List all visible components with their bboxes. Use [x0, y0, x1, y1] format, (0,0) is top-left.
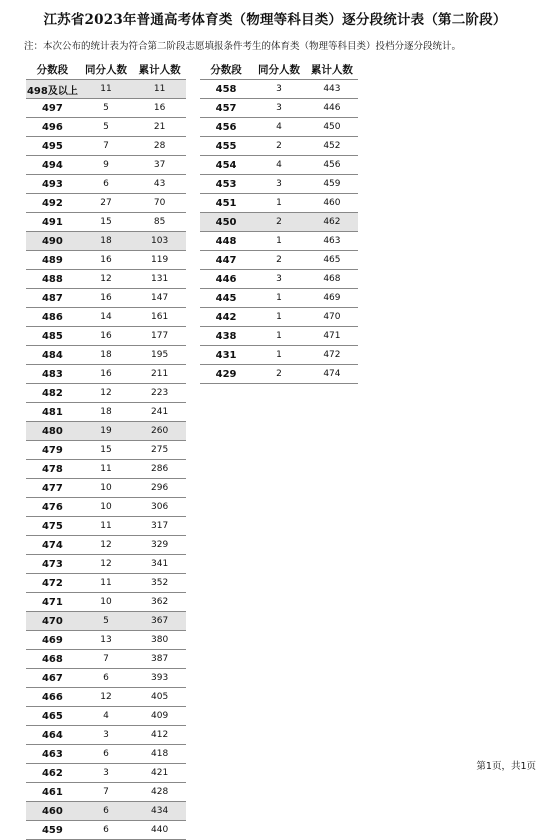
header-score-band: 分数段 — [200, 60, 252, 80]
table-row — [26, 764, 186, 783]
score-cell: 454 — [200, 156, 252, 175]
count-cell: 16 — [79, 289, 133, 308]
count-cell: 5 — [79, 99, 133, 118]
table-row — [200, 308, 358, 327]
cumulative-cell: 443 — [306, 80, 358, 99]
table-row — [26, 669, 186, 688]
cumulative-cell: 317 — [133, 517, 186, 536]
table-row — [26, 612, 186, 631]
count-cell: 2 — [252, 213, 306, 232]
count-cell: 27 — [79, 194, 133, 213]
count-cell: 1 — [252, 289, 306, 308]
header-same-score-count: 同分人数 — [79, 60, 133, 80]
cumulative-cell: 177 — [133, 327, 186, 346]
score-cell: 464 — [26, 726, 79, 745]
score-cell: 462 — [26, 764, 79, 783]
table-header-row — [26, 60, 186, 80]
cumulative-cell: 147 — [133, 289, 186, 308]
count-cell: 16 — [79, 365, 133, 384]
cumulative-cell: 380 — [133, 631, 186, 650]
cumulative-cell: 471 — [306, 327, 358, 346]
cumulative-cell: 456 — [306, 156, 358, 175]
score-cell: 458 — [200, 80, 252, 99]
count-cell: 3 — [252, 270, 306, 289]
count-cell: 7 — [79, 137, 133, 156]
score-cell: 450 — [200, 213, 252, 232]
score-cell: 494 — [26, 156, 79, 175]
count-cell: 10 — [79, 593, 133, 612]
score-cell: 469 — [26, 631, 79, 650]
table-row — [200, 99, 358, 118]
cumulative-cell: 341 — [133, 555, 186, 574]
score-cell: 442 — [200, 308, 252, 327]
score-cell: 476 — [26, 498, 79, 517]
score-cell: 429 — [200, 365, 252, 384]
score-cell: 481 — [26, 403, 79, 422]
table-row — [26, 555, 186, 574]
count-cell: 3 — [252, 175, 306, 194]
count-cell: 4 — [252, 156, 306, 175]
table-row — [26, 346, 186, 365]
score-cell: 489 — [26, 251, 79, 270]
count-cell: 2 — [252, 251, 306, 270]
table-row — [26, 384, 186, 403]
cumulative-cell: 211 — [133, 365, 186, 384]
cumulative-cell: 393 — [133, 669, 186, 688]
table-row — [26, 479, 186, 498]
table-row — [26, 175, 186, 194]
table-row — [26, 593, 186, 612]
count-cell: 16 — [79, 327, 133, 346]
count-cell: 9 — [79, 156, 133, 175]
note-text: 注：本次公布的统计表为符合第二阶段志愿填报条件考生的体育类（物理等科目类）投档分逐分段统计。 — [24, 41, 462, 52]
table-row — [200, 232, 358, 251]
score-cell: 496 — [26, 118, 79, 137]
count-cell: 13 — [79, 631, 133, 650]
table-row — [26, 650, 186, 669]
table-row — [26, 194, 186, 213]
count-cell: 2 — [252, 137, 306, 156]
table-row — [26, 213, 186, 232]
cumulative-cell: 21 — [133, 118, 186, 137]
cumulative-cell: 16 — [133, 99, 186, 118]
score-cell: 480 — [26, 422, 79, 441]
cumulative-cell: 469 — [306, 289, 358, 308]
score-cell: 431 — [200, 346, 252, 365]
score-cell: 448 — [200, 232, 252, 251]
count-cell: 18 — [79, 346, 133, 365]
cumulative-cell: 11 — [133, 80, 186, 99]
count-cell: 5 — [79, 612, 133, 631]
score-cell: 484 — [26, 346, 79, 365]
table-row — [26, 327, 186, 346]
count-cell: 15 — [79, 441, 133, 460]
table-row — [200, 137, 358, 156]
count-cell: 7 — [79, 650, 133, 669]
score-cell: 483 — [26, 365, 79, 384]
score-cell: 446 — [200, 270, 252, 289]
count-cell: 18 — [79, 232, 133, 251]
score-cell: 495 — [26, 137, 79, 156]
table-row — [26, 422, 186, 441]
count-cell: 11 — [79, 574, 133, 593]
cumulative-cell: 387 — [133, 650, 186, 669]
count-cell: 3 — [79, 764, 133, 783]
cumulative-cell: 195 — [133, 346, 186, 365]
cumulative-cell: 161 — [133, 308, 186, 327]
count-cell: 3 — [252, 80, 306, 99]
score-cell: 473 — [26, 555, 79, 574]
score-cell: 475 — [26, 517, 79, 536]
count-cell: 6 — [79, 669, 133, 688]
count-cell: 12 — [79, 270, 133, 289]
table-row — [26, 403, 186, 422]
table-row — [26, 631, 186, 650]
count-cell: 12 — [79, 536, 133, 555]
table-row — [26, 137, 186, 156]
count-cell: 18 — [79, 403, 133, 422]
count-cell: 4 — [252, 118, 306, 137]
cumulative-cell: 367 — [133, 612, 186, 631]
table-row — [26, 232, 186, 251]
table-row — [26, 308, 186, 327]
cumulative-cell: 275 — [133, 441, 186, 460]
table-row — [26, 270, 186, 289]
count-cell: 2 — [252, 365, 306, 384]
score-cell: 487 — [26, 289, 79, 308]
count-cell: 6 — [79, 745, 133, 764]
count-cell: 12 — [79, 688, 133, 707]
table-row — [26, 688, 186, 707]
score-cell: 486 — [26, 308, 79, 327]
cumulative-cell: 459 — [306, 175, 358, 194]
score-cell: 471 — [26, 593, 79, 612]
cumulative-cell: 463 — [306, 232, 358, 251]
cumulative-cell: 440 — [133, 821, 186, 840]
cumulative-cell: 462 — [306, 213, 358, 232]
cumulative-cell: 465 — [306, 251, 358, 270]
count-cell: 12 — [79, 555, 133, 574]
table-row — [200, 251, 358, 270]
table-row — [200, 289, 358, 308]
cumulative-cell: 37 — [133, 156, 186, 175]
score-cell: 467 — [26, 669, 79, 688]
cumulative-cell: 286 — [133, 460, 186, 479]
cumulative-cell: 472 — [306, 346, 358, 365]
count-cell: 12 — [79, 384, 133, 403]
count-cell: 6 — [79, 175, 133, 194]
score-cell: 498及以上 — [26, 80, 79, 99]
table-row — [26, 821, 186, 840]
table-row — [26, 802, 186, 821]
cumulative-cell: 470 — [306, 308, 358, 327]
cumulative-cell: 405 — [133, 688, 186, 707]
score-cell: 456 — [200, 118, 252, 137]
cumulative-cell: 103 — [133, 232, 186, 251]
count-cell: 1 — [252, 327, 306, 346]
score-cell: 453 — [200, 175, 252, 194]
header-score-band: 分数段 — [26, 60, 79, 80]
table-row — [26, 460, 186, 479]
score-cell: 470 — [26, 612, 79, 631]
table-row — [200, 346, 358, 365]
cumulative-cell: 241 — [133, 403, 186, 422]
count-cell: 15 — [79, 213, 133, 232]
score-cell: 488 — [26, 270, 79, 289]
table-row — [26, 99, 186, 118]
score-cell: 491 — [26, 213, 79, 232]
count-cell: 16 — [79, 251, 133, 270]
cumulative-cell: 362 — [133, 593, 186, 612]
count-cell: 1 — [252, 346, 306, 365]
count-cell: 3 — [79, 726, 133, 745]
cumulative-cell: 329 — [133, 536, 186, 555]
cumulative-cell: 70 — [133, 194, 186, 213]
score-cell: 455 — [200, 137, 252, 156]
score-cell: 466 — [26, 688, 79, 707]
score-cell: 478 — [26, 460, 79, 479]
table-row — [26, 574, 186, 593]
score-cell: 457 — [200, 99, 252, 118]
score-cell: 438 — [200, 327, 252, 346]
table-row — [26, 707, 186, 726]
score-cell: 492 — [26, 194, 79, 213]
page-title: 江苏省2023年普通高考体育类（物理等科目类）逐分段统计表（第二阶段） — [43, 12, 507, 28]
cumulative-cell: 28 — [133, 137, 186, 156]
score-cell: 485 — [26, 327, 79, 346]
score-cell: 447 — [200, 251, 252, 270]
cumulative-cell: 460 — [306, 194, 358, 213]
count-cell: 14 — [79, 308, 133, 327]
score-cell: 459 — [26, 821, 79, 840]
cumulative-cell: 409 — [133, 707, 186, 726]
table-row — [26, 441, 186, 460]
score-cell: 493 — [26, 175, 79, 194]
score-cell: 474 — [26, 536, 79, 555]
table-row — [26, 745, 186, 764]
header-cumulative-count: 累计人数 — [306, 60, 358, 80]
table-row — [26, 726, 186, 745]
count-cell: 1 — [252, 232, 306, 251]
table-row — [26, 517, 186, 536]
score-cell: 497 — [26, 99, 79, 118]
cumulative-cell: 85 — [133, 213, 186, 232]
table-row — [26, 251, 186, 270]
score-cell: 465 — [26, 707, 79, 726]
cumulative-cell: 43 — [133, 175, 186, 194]
cumulative-cell: 474 — [306, 365, 358, 384]
cumulative-cell: 428 — [133, 783, 186, 802]
table-row — [26, 365, 186, 384]
cumulative-cell: 450 — [306, 118, 358, 137]
cumulative-cell: 296 — [133, 479, 186, 498]
score-cell: 477 — [26, 479, 79, 498]
score-cell: 479 — [26, 441, 79, 460]
header-cumulative-count: 累计人数 — [133, 60, 186, 80]
count-cell: 6 — [79, 821, 133, 840]
table-row — [26, 118, 186, 137]
score-cell: 463 — [26, 745, 79, 764]
cumulative-cell: 446 — [306, 99, 358, 118]
count-cell: 11 — [79, 460, 133, 479]
table-row — [26, 80, 186, 99]
cumulative-cell: 452 — [306, 137, 358, 156]
header-same-score-count: 同分人数 — [252, 60, 306, 80]
score-cell: 461 — [26, 783, 79, 802]
table-row — [200, 118, 358, 137]
count-cell: 10 — [79, 479, 133, 498]
cumulative-cell: 223 — [133, 384, 186, 403]
table-row — [200, 80, 358, 99]
cumulative-cell: 434 — [133, 802, 186, 821]
cumulative-cell: 131 — [133, 270, 186, 289]
table-row — [26, 783, 186, 802]
table-row — [200, 213, 358, 232]
score-cell: 451 — [200, 194, 252, 213]
table-row — [200, 327, 358, 346]
table-row — [26, 536, 186, 555]
table-row — [200, 365, 358, 384]
count-cell: 19 — [79, 422, 133, 441]
score-cell: 482 — [26, 384, 79, 403]
count-cell: 10 — [79, 498, 133, 517]
cumulative-cell: 260 — [133, 422, 186, 441]
score-table-right — [200, 60, 358, 384]
cumulative-cell: 119 — [133, 251, 186, 270]
cumulative-cell: 306 — [133, 498, 186, 517]
count-cell: 5 — [79, 118, 133, 137]
count-cell: 7 — [79, 783, 133, 802]
score-cell: 445 — [200, 289, 252, 308]
table-row — [26, 498, 186, 517]
cumulative-cell: 418 — [133, 745, 186, 764]
table-row — [200, 175, 358, 194]
score-cell: 468 — [26, 650, 79, 669]
count-cell: 1 — [252, 194, 306, 213]
count-cell: 1 — [252, 308, 306, 327]
score-cell: 460 — [26, 802, 79, 821]
score-cell: 490 — [26, 232, 79, 251]
cumulative-cell: 412 — [133, 726, 186, 745]
score-cell: 472 — [26, 574, 79, 593]
page-footer: 第1页，共1页 — [476, 761, 536, 772]
count-cell: 4 — [79, 707, 133, 726]
table-row — [200, 270, 358, 289]
cumulative-cell: 468 — [306, 270, 358, 289]
count-cell: 3 — [252, 99, 306, 118]
table-row — [200, 156, 358, 175]
count-cell: 11 — [79, 517, 133, 536]
table-row — [26, 289, 186, 308]
count-cell: 6 — [79, 802, 133, 821]
cumulative-cell: 352 — [133, 574, 186, 593]
table-row — [26, 156, 186, 175]
table-row — [200, 194, 358, 213]
count-cell: 11 — [79, 80, 133, 99]
table-header-row — [200, 60, 358, 80]
score-table-left — [26, 60, 186, 840]
cumulative-cell: 421 — [133, 764, 186, 783]
